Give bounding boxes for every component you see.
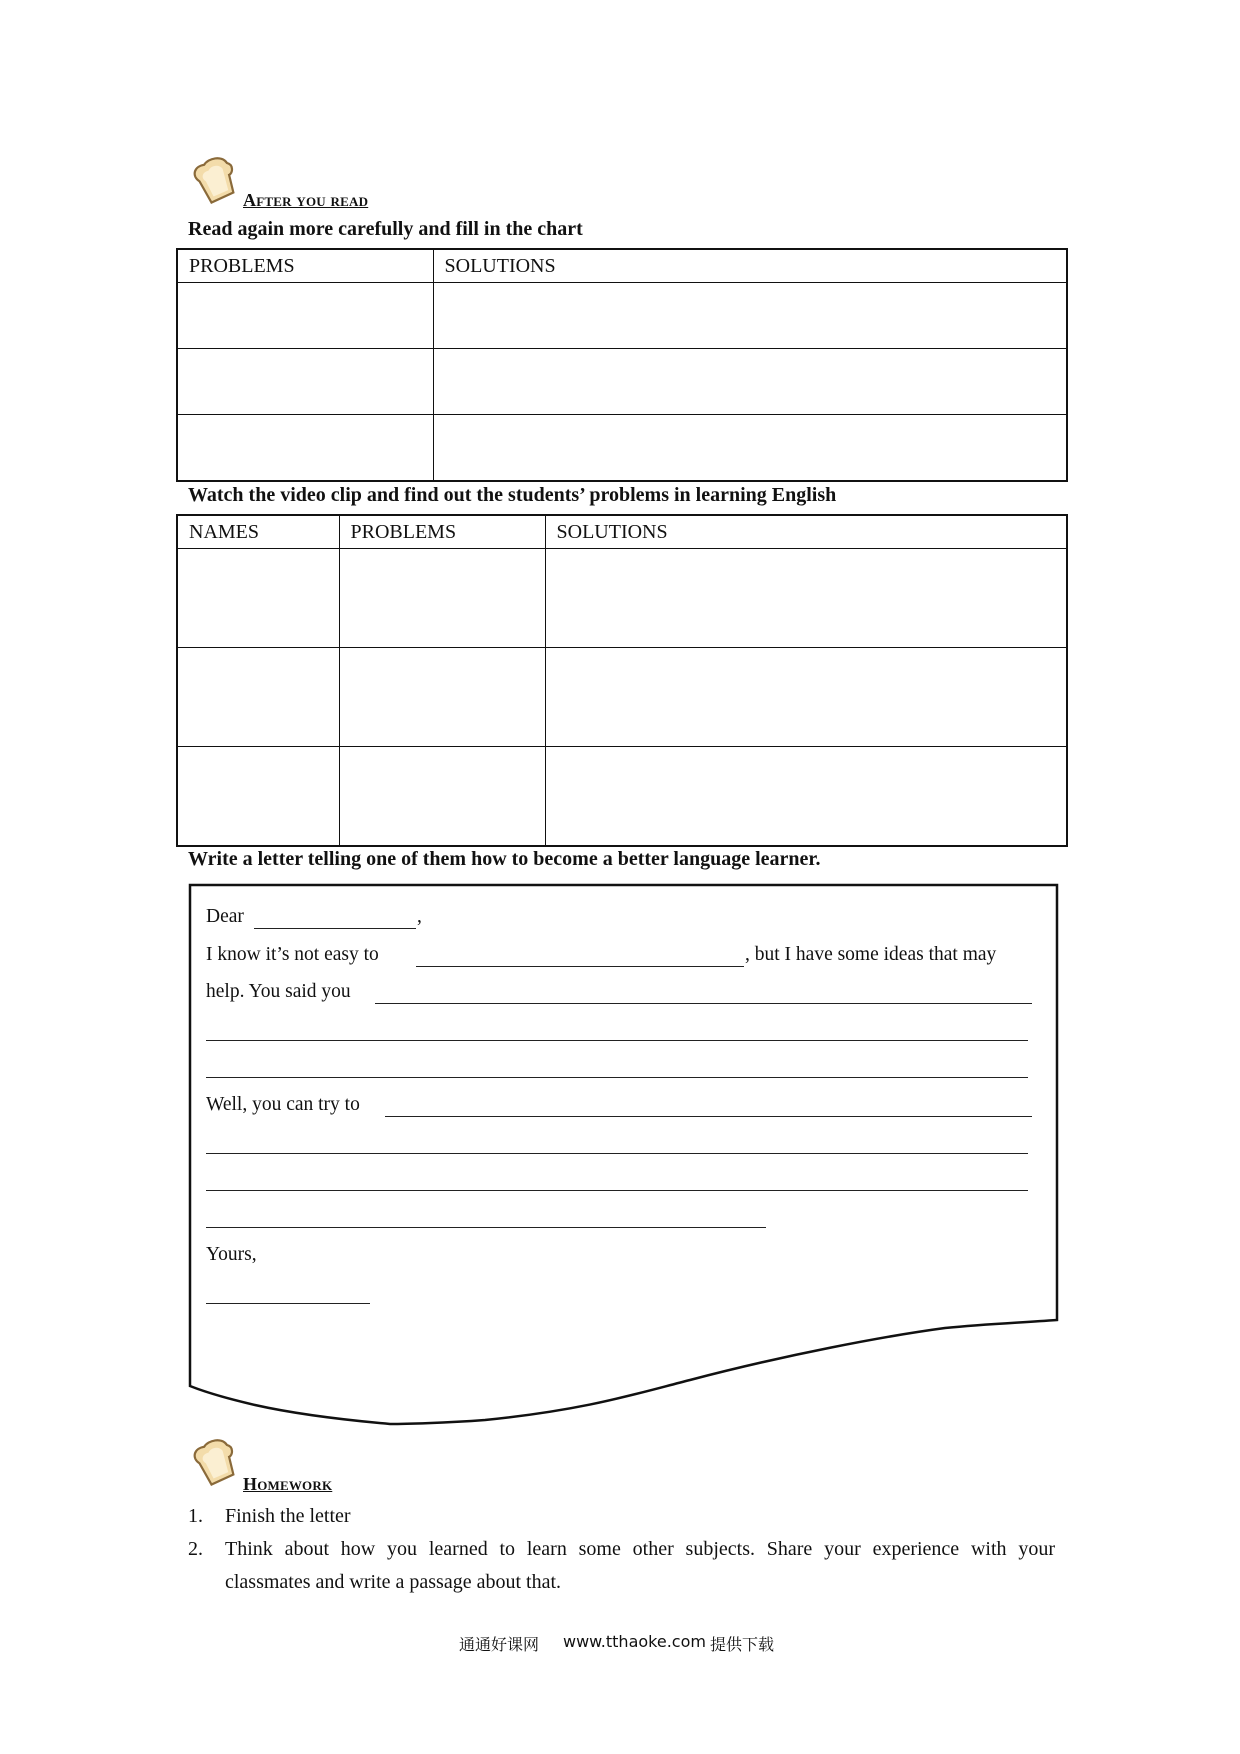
footer-url[interactable]: www.tthaoke.com [563,1632,706,1651]
problem-cell[interactable] [177,349,433,415]
letter-line1-start: I know it’s not easy to [206,944,379,965]
you-said-blank[interactable] [375,1003,1032,1004]
letter-line2-start: help. You said you [206,981,351,1002]
letter-dear: Dear [206,906,244,927]
video-instruction: Watch the video clip and find out the students’ problems in learning English [188,484,837,506]
homework-item-text: Finish the letter [225,1505,351,1527]
header-problems: PROBLEMS [177,249,433,283]
footer-site-name: 通通好课网 [459,1635,540,1654]
solution-cell[interactable] [545,648,1067,747]
bread-icon [190,156,240,204]
problem-cell[interactable] [339,648,545,747]
header-problems: PROBLEMS [339,515,545,549]
writing-line[interactable] [206,1040,1028,1041]
after-you-read-heading: After you read [243,190,369,210]
homework-heading: Homework [243,1474,333,1494]
header-solutions: SOLUTIONS [433,249,1067,283]
solution-cell[interactable] [433,283,1067,349]
letter-instruction: Write a letter telling one of them how to become a better language learner. [188,848,821,870]
problem-cell[interactable] [177,415,433,481]
name-cell[interactable] [177,747,339,846]
writing-line[interactable] [206,1153,1028,1154]
problem-cell[interactable] [177,283,433,349]
footer-suffix: 提供下载 [710,1635,775,1654]
header-names: NAMES [177,515,339,549]
letter-yours: Yours, [206,1244,257,1265]
problems-solutions-table [176,248,1068,482]
dear-comma: , [417,906,422,927]
writing-line[interactable] [206,1077,1028,1078]
problem-cell[interactable] [339,747,545,846]
homework-item-number: 1. [188,1505,203,1527]
name-cell[interactable] [177,648,339,747]
problem-cell[interactable] [339,549,545,648]
writing-line[interactable] [206,1190,1028,1191]
chart-instruction: Read again more carefully and fill in the chart [188,218,583,240]
letter-well: Well, you can try to [206,1094,360,1115]
letter-line1-end: , but I have some ideas that may [745,944,997,965]
solution-cell[interactable] [545,549,1067,648]
homework-item-text: Think about how you learned to learn some other subjects. Share your experience with your [225,1538,1055,1560]
bread-icon [190,1438,240,1486]
names-problems-solutions-table [176,514,1068,847]
homework-item-continuation: classmates and write a passage about that. [225,1571,561,1593]
not-easy-blank[interactable] [416,966,744,967]
solution-cell[interactable] [433,349,1067,415]
writing-line[interactable] [206,1227,766,1228]
header-solutions: SOLUTIONS [545,515,1067,549]
solution-cell[interactable] [545,747,1067,846]
name-cell[interactable] [177,549,339,648]
try-to-blank[interactable] [385,1116,1032,1117]
signature-blank[interactable] [206,1303,370,1304]
solution-cell[interactable] [433,415,1067,481]
recipient-name-blank[interactable] [254,928,416,929]
homework-item-number: 2. [188,1538,203,1560]
